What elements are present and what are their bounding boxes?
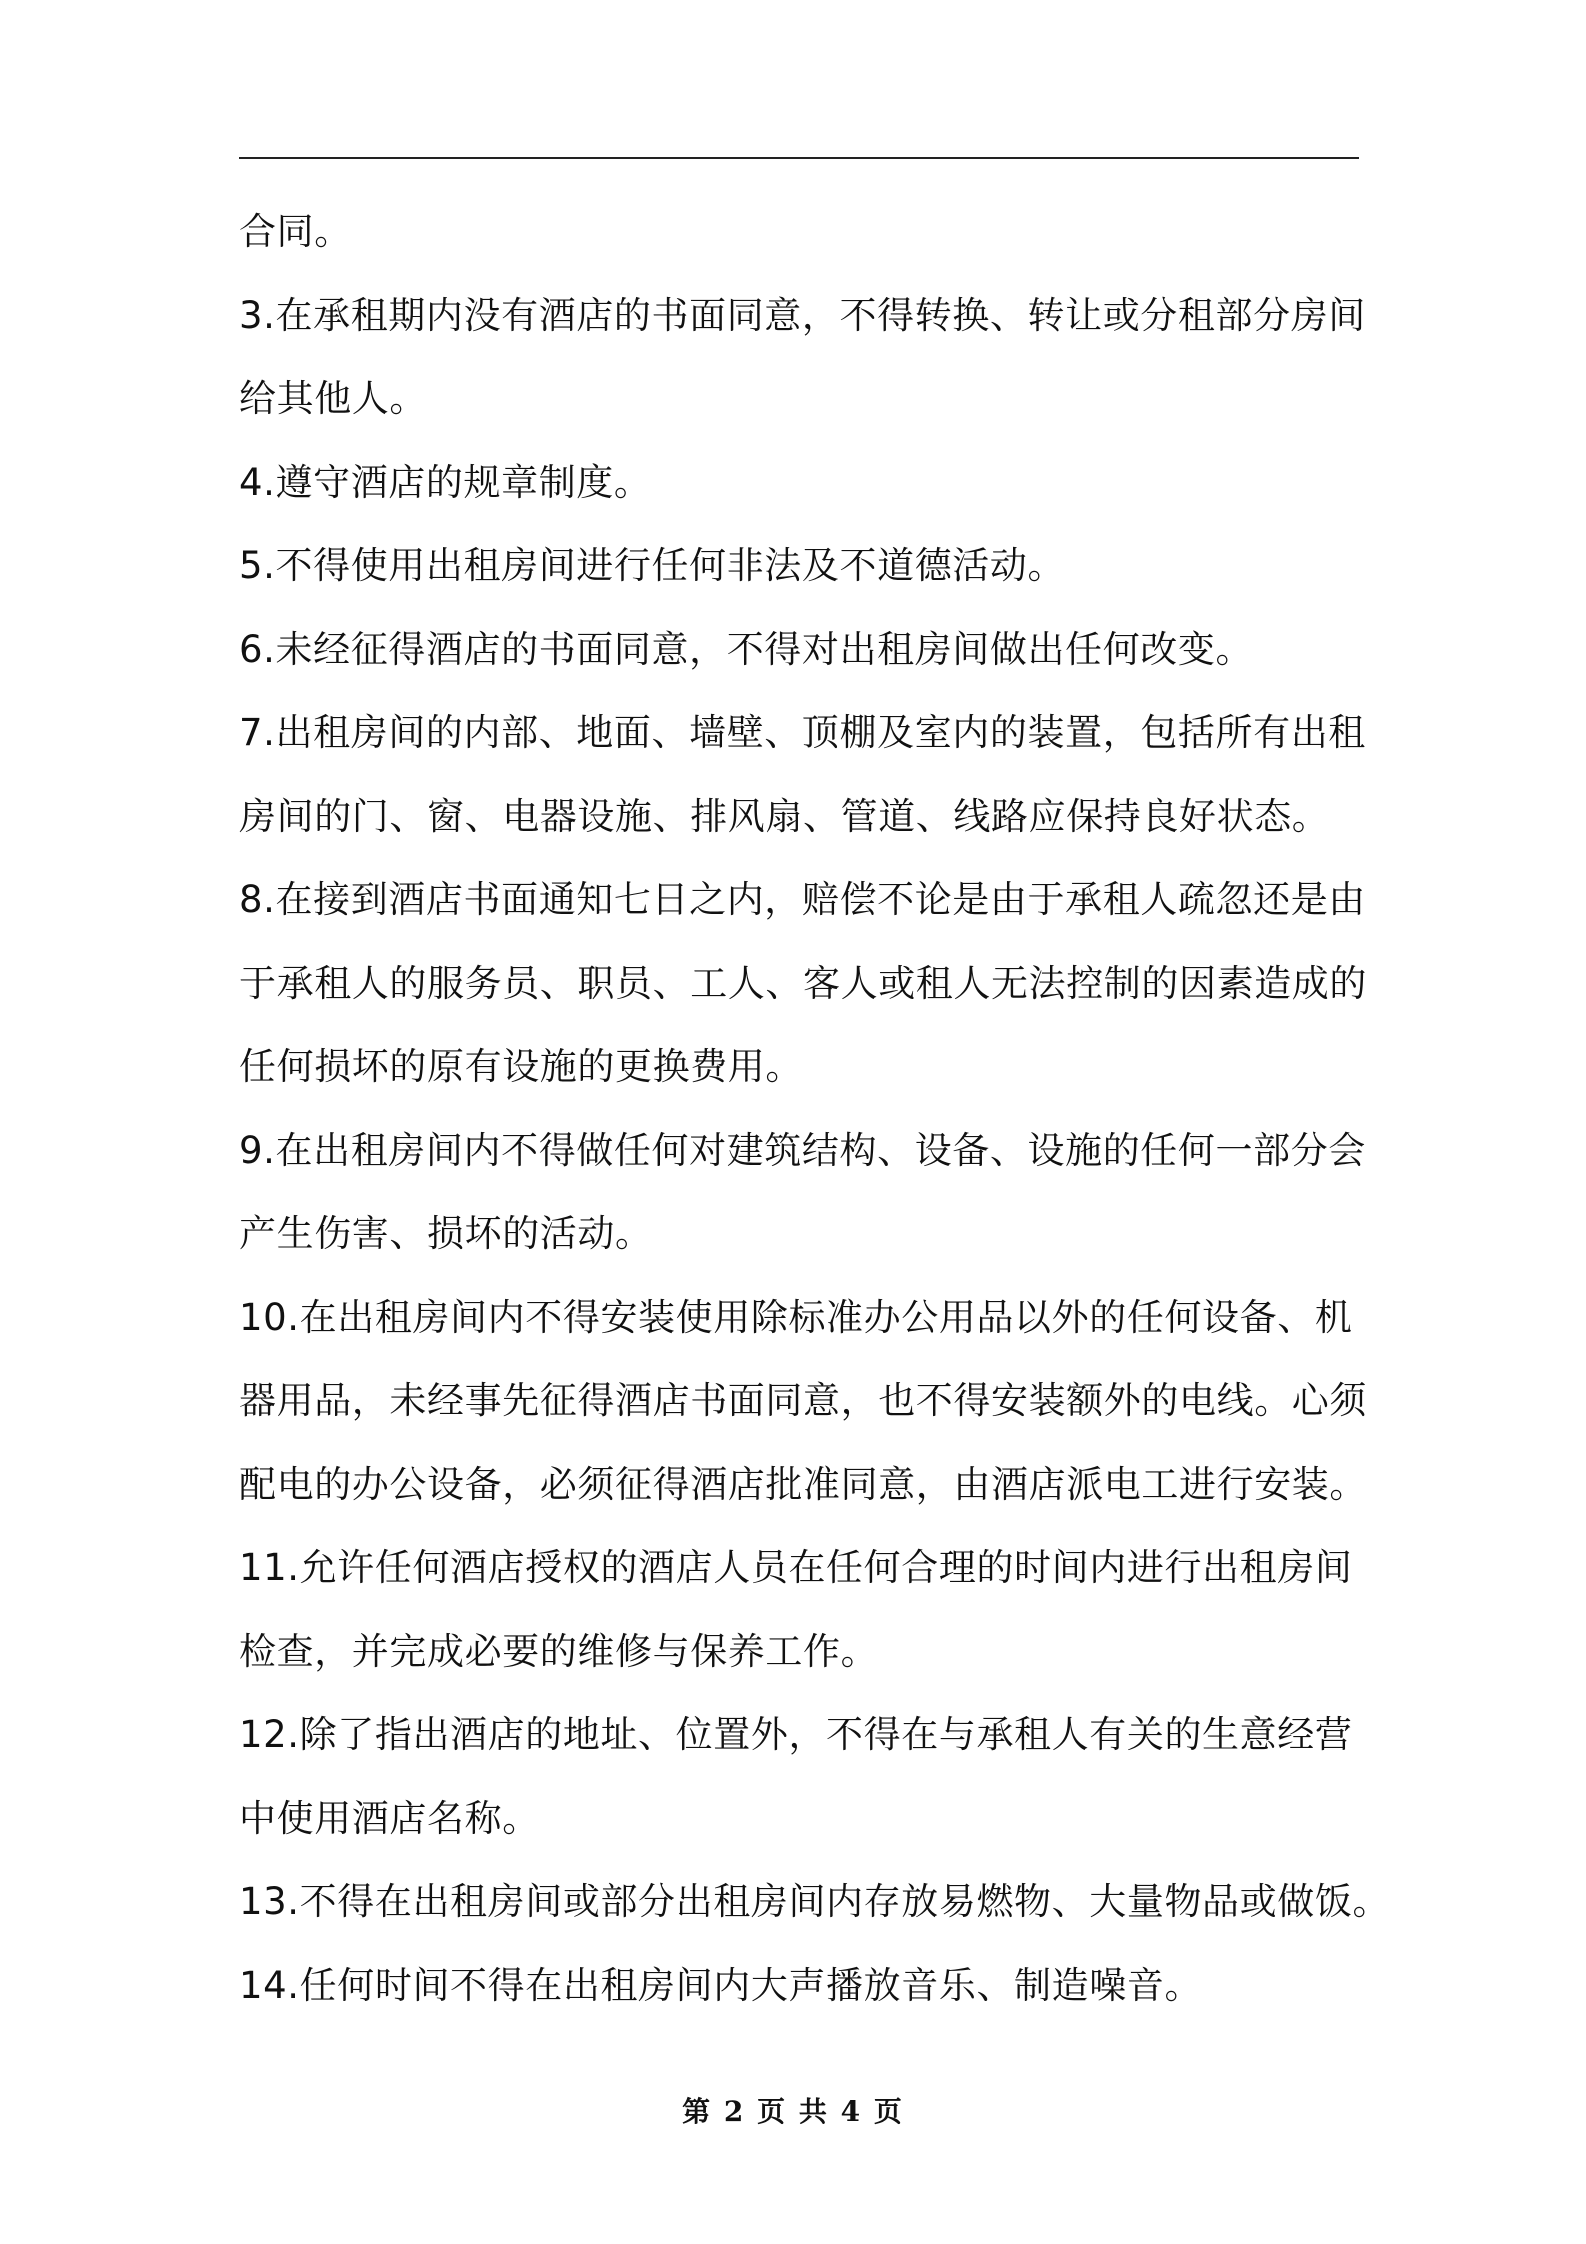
document-body xyxy=(239,190,1391,2027)
text-line: 给其他人。 xyxy=(239,377,427,420)
text-line: 12.除了指出酒店的地址、位置外，不得在与承租人有关的生意经营 xyxy=(239,1713,1353,1756)
text-line: 任何损坏的原有设施的更换费用。 xyxy=(239,1045,803,1088)
text-line: 器用品，未经事先征得酒店书面同意，也不得安装额外的电线。心须 xyxy=(239,1379,1367,1422)
text-line: 14.任何时间不得在出租房间内大声播放音乐、制造噪音。 xyxy=(239,1963,1203,2007)
text-line: 检查，并完成必要的维修与保养工作。 xyxy=(239,1629,879,1673)
text-line: 7.出租房间的内部、地面、墙壁、顶棚及室内的装置，包括所有出租 xyxy=(239,711,1366,754)
text-line: 3.在承租期内没有酒店的书面同意，不得转换、转让或分租部分房间 xyxy=(239,293,1366,337)
text-line: 于承租人的服务员、职员、工人、客人或租人无法控制的因素造成的 xyxy=(239,961,1367,1005)
page-number-footer: 第 2 页 共 4 页 xyxy=(682,2095,904,2128)
text-line: 10.在出租房间内不得安装使用除标准办公用品以外的任何设备、机 xyxy=(239,1295,1353,1339)
text-line: 中使用酒店名称。 xyxy=(239,1796,540,1840)
text-line: 产生伤害、损坏的活动。 xyxy=(239,1212,653,1255)
text-line: 5.不得使用出租房间进行任何非法及不道德活动。 xyxy=(239,544,1066,587)
text-line: 配电的办公设备，必须征得酒店批准同意，由酒店派电工进行安装。 xyxy=(239,1462,1367,1506)
text-line: 4.遵守酒店的规章制度。 xyxy=(239,460,652,504)
header-divider xyxy=(239,157,1359,159)
text-line: 合同。 xyxy=(239,210,352,253)
text-line: 8.在接到酒店书面通知七日之内，赔偿不论是由于承租人疏忽还是由 xyxy=(239,878,1366,921)
text-line: 13.不得在出租房间或部分出租房间内存放易燃物、大量物品或做饭。 xyxy=(239,1880,1391,1923)
text-line: 6.未经征得酒店的书面同意，不得对出租房间做出任何改变。 xyxy=(239,627,1254,671)
text-line: 房间的门、窗、电器设施、排风扇、管道、线路应保持良好状态。 xyxy=(239,794,1330,838)
text-line: 9.在出租房间内不得做任何对建筑结构、设备、设施的任何一部分会 xyxy=(239,1128,1366,1172)
text-line: 11.允许任何酒店授权的酒店人员在任何合理的时间内进行出租房间 xyxy=(239,1546,1353,1589)
